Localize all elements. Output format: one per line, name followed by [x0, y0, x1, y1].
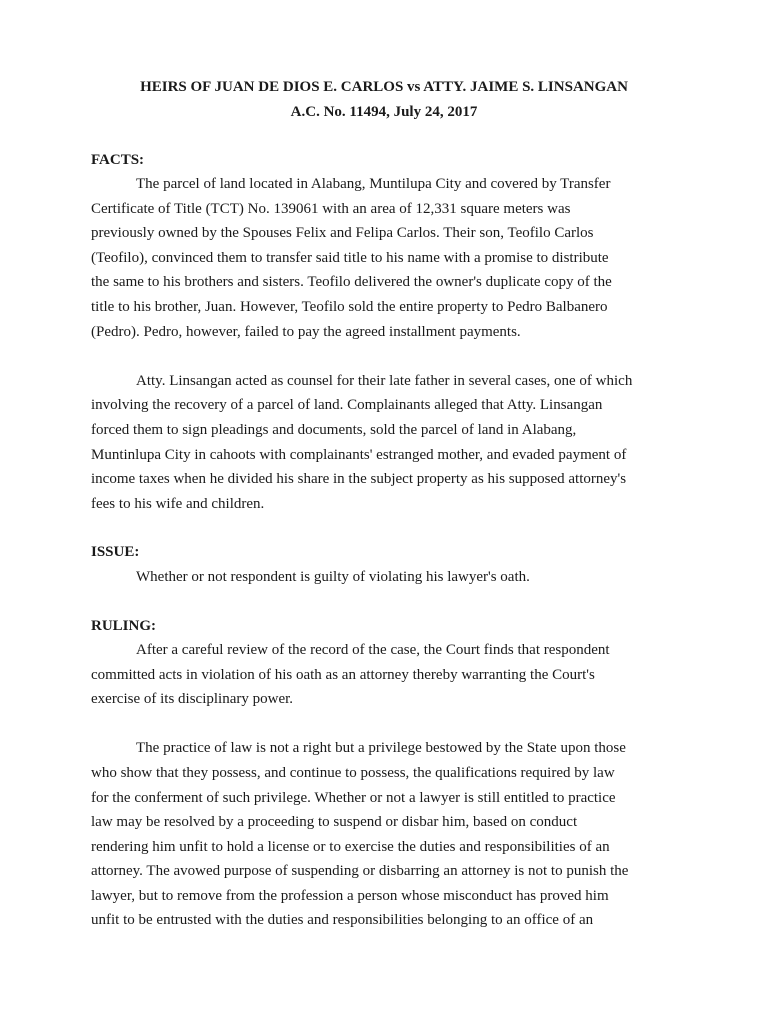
- facts-p1-line: title to his brother, Juan. However, Teofilo sold the entire property to Pedro Balbanero: [91, 299, 608, 315]
- facts-p1-line: Certificate of Title (TCT) No. 139061 with an area of 12,331 square meters was: [91, 201, 571, 217]
- facts-p1-line: the same to his brothers and sisters. Teofilo delivered the owner's duplicate copy of the: [91, 274, 612, 290]
- ruling-p1-line: exercise of its disciplinary power.: [91, 691, 294, 707]
- ruling-p2-line: who show that they possess, and continue to possess, the qualifications required by law: [91, 765, 615, 781]
- facts-p1-line: previously owned by the Spouses Felix and Felipa Carlos. Their son, Teofilo Carlos: [91, 225, 594, 241]
- facts-p2-line: Atty. Linsangan acted as counsel for their late father in several cases, one of which: [136, 373, 633, 389]
- ruling-p2-line: rendering him unfit to hold a license or to exercise the duties and responsibilities of an: [91, 839, 610, 855]
- issue-heading: ISSUE:: [91, 544, 140, 560]
- issue-text: Whether or not respondent is guilty of violating his lawyer's oath.: [136, 569, 530, 585]
- ruling-p2-line: for the conferment of such privilege. Whether or not a lawyer is still entitled to practice: [91, 790, 616, 806]
- ruling-p2-line: unfit to be entrusted with the duties and responsibilities belonging to an office of an: [91, 912, 594, 928]
- ruling-p1-line: committed acts in violation of his oath as an attorney thereby warranting the Court's: [91, 667, 595, 683]
- facts-p2-line: forced them to sign pleadings and documents, sold the parcel of land in Alabang,: [91, 422, 577, 438]
- facts-p1-line: The parcel of land located in Alabang, Muntilupa City and covered by Transfer: [136, 176, 611, 192]
- facts-p2-line: fees to his wife and children.: [91, 496, 265, 512]
- ruling-p2-line: lawyer, but to remove from the profession a person whose misconduct has proved him: [91, 888, 609, 904]
- facts-p1-line: (Teofilo), convinced them to transfer said title to his name with a promise to distribute: [91, 250, 609, 266]
- ruling-p1-line: After a careful review of the record of the case, the Court finds that respondent: [136, 642, 610, 658]
- ruling-p2-line: The practice of law is not a right but a privilege bestowed by the State upon those: [136, 740, 626, 756]
- facts-heading: FACTS:: [91, 152, 145, 168]
- case-citation: A.C. No. 11494, July 24, 2017: [290, 104, 478, 120]
- facts-p1-line: (Pedro). Pedro, however, failed to pay the agreed installment payments.: [91, 324, 521, 340]
- case-title: HEIRS OF JUAN DE DIOS E. CARLOS vs ATTY. JAIME S. LINSANGAN: [140, 79, 628, 95]
- facts-p2-line: income taxes when he divided his share in the subject property as his supposed attorney's: [91, 471, 627, 487]
- ruling-p2-line: law may be resolved by a proceeding to suspend or disbar him, based on conduct: [91, 814, 578, 830]
- ruling-p2-line: attorney. The avowed purpose of suspending or disbarring an attorney is not to punish the: [91, 863, 629, 879]
- ruling-heading: RULING:: [91, 618, 157, 634]
- facts-p2-line: Muntinlupa City in cahoots with complainants' estranged mother, and evaded payment of: [91, 447, 627, 463]
- facts-p2-line: involving the recovery of a parcel of land. Complainants alleged that Atty. Linsangan: [91, 397, 603, 413]
